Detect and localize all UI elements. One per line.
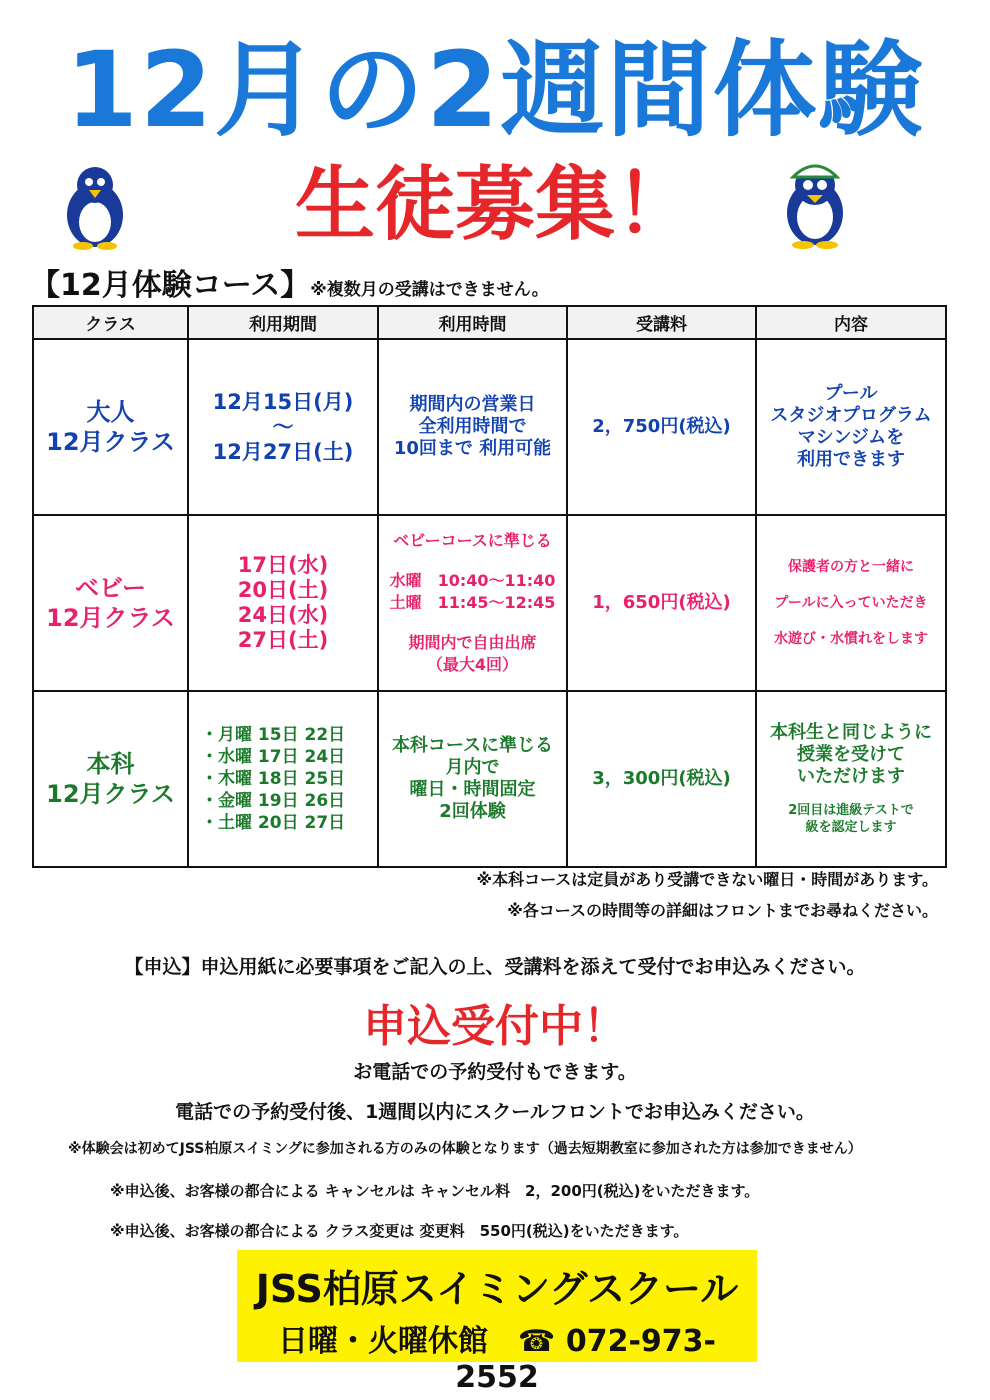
- course-table: [32, 305, 947, 868]
- penguin-mascot-right-icon: [765, 155, 865, 250]
- phone-followup-text: 電話での予約受付後、1週間以内にスクールフロントでお申込みください。: [175, 1101, 815, 1123]
- time-cell: 期間内の営業日 全利用時間で 10回まで 利用可能: [378, 339, 567, 515]
- content-cell: 保護者の方と一緒に プールに入っていただき 水遊び・水慣れをします: [756, 515, 946, 691]
- header-content: 内容: [756, 306, 946, 339]
- phone-reserve-text: お電話での予約受付もできます。: [353, 1061, 637, 1083]
- page-subtitle: 生徒募集！: [295, 158, 695, 251]
- time-cell: ベビーコースに準じる 水曜 10:40～11:40 土曜 11:45～12:45 期間内で自由出席 （最大4回）: [378, 515, 567, 691]
- footer-contact-box: [237, 1250, 757, 1395]
- fee-cell: 3，300円(税込): [567, 691, 756, 867]
- header-time: 利用時間: [378, 306, 567, 339]
- apply-instructions: 【申込】申込用紙に必要事項をご記入の上、受講料を添えて受付でお申込みください。: [124, 956, 866, 978]
- period-cell: 12月15日(月) ～ 12月27日(土): [188, 339, 378, 515]
- fine-print-change: ※申込後、お客様の都合による クラス変更は 変更料 550円(税込)をいただきます。: [110, 1222, 689, 1240]
- closed-days: 日曜・火曜休館: [278, 1324, 488, 1359]
- note-capacity: ※本科コースは定員があり受講できない曜日・時間があります。: [476, 870, 938, 889]
- period-cell: ・月曜 15日 22日 ・水曜 17日 24日 ・木曜 18日 25日 ・金曜 19日 26日 ・土曜 20日 27日: [188, 691, 378, 867]
- fee-cell: 1，650円(税込): [567, 515, 756, 691]
- table-header-row: [33, 306, 946, 339]
- note-details: ※各コースの時間等の詳細はフロントまでお尋ねください。: [507, 901, 938, 920]
- table-row-adult: [33, 339, 946, 515]
- page-title: 12月の2週間体験: [65, 29, 925, 151]
- school-name: JSS柏原スイミングスクール: [255, 1267, 739, 1311]
- course-heading-text: 【12月体験コース】: [30, 268, 311, 303]
- time-cell: 本科コースに準じる 月内で 曜日・時間固定 2回体験: [378, 691, 567, 867]
- fine-print-cancel: ※申込後、お客様の都合による キャンセルは キャンセル料 2，200円(税込)をいただきます。: [110, 1182, 760, 1200]
- header-class: クラス: [33, 306, 188, 339]
- class-cell: ベビー 12月クラス: [33, 515, 188, 691]
- course-note: ※複数月の受講はできません。: [310, 280, 549, 300]
- content-cell: 本科生と同じように 授業を受けて いただけます 2回目は進級テストで 級を認定します: [756, 691, 946, 867]
- class-cell: 本科 12月クラス: [33, 691, 188, 867]
- phone-icon: ☎: [518, 1324, 556, 1359]
- period-cell: 17日(水) 20日(土) 24日(水) 27日(土): [188, 515, 378, 691]
- table-row-regular: [33, 691, 946, 867]
- header-period: 利用期間: [188, 306, 378, 339]
- penguin-mascot-left-icon: [55, 160, 135, 250]
- course-heading: [30, 268, 549, 308]
- accepting-banner: 申込受付中！: [363, 1001, 627, 1052]
- content-cell: プール スタジオプログラム マシンジムを 利用できます: [756, 339, 946, 515]
- fine-print-eligibility: ※体験会は初めてJSS柏原スイミングに参加される方のみの体験となります（過去短期教室に参加された方は参加できません）: [68, 1141, 862, 1157]
- table-row-baby: [33, 515, 946, 691]
- class-cell: 大人 12月クラス: [33, 339, 188, 515]
- footer-info: [237, 1316, 757, 1395]
- phone-number[interactable]: 072-973-2552: [455, 1324, 716, 1395]
- fee-cell: 2，750円(税込): [567, 339, 756, 515]
- header-fee: 受講料: [567, 306, 756, 339]
